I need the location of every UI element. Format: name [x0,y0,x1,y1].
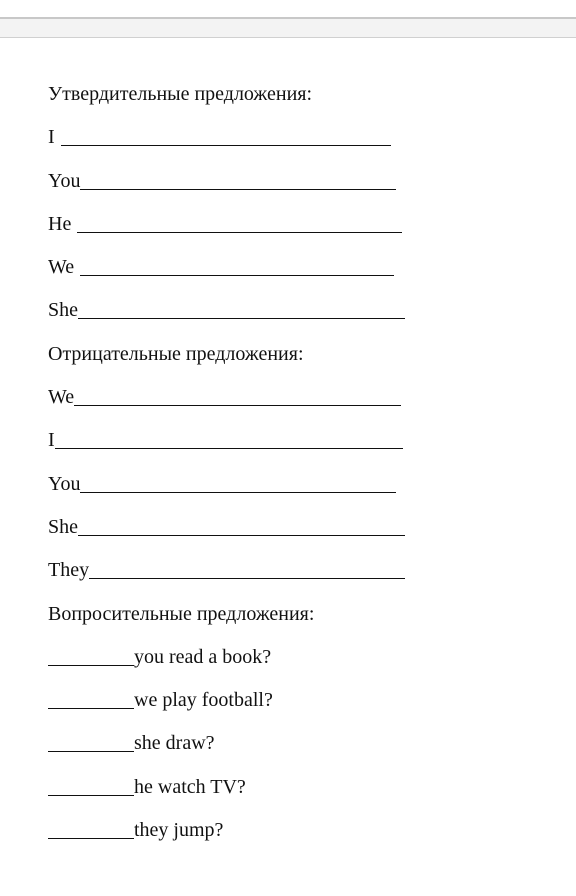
answer-blank[interactable] [48,643,134,666]
negative-line-5 [48,556,548,599]
answer-blank[interactable] [80,253,394,276]
answer-blank[interactable] [80,167,396,190]
answer-blank[interactable] [74,383,401,406]
pronoun-label: I [48,429,55,452]
answer-blank[interactable] [78,513,405,536]
question-line-2 [48,686,548,729]
answer-blank[interactable] [78,296,405,319]
question-text: we play football? [134,689,273,712]
question-text: he watch TV? [134,775,246,798]
negative-line-1 [48,383,548,426]
worksheet [48,80,548,859]
answer-blank[interactable] [80,470,396,493]
pronoun-label: You [48,169,81,192]
answer-blank[interactable] [48,773,134,796]
answer-blank[interactable] [48,729,134,752]
question-text: they jump? [134,819,224,842]
answer-blank[interactable] [55,426,403,449]
heading-text: Утвердительные предложения: [48,83,313,105]
answer-blank[interactable] [48,686,134,709]
section-heading-negative [48,340,548,383]
answer-blank[interactable] [77,210,402,233]
heading-text: Вопросительные предложения: [48,602,315,625]
negative-line-3 [48,470,548,513]
section-heading-affirmative [48,80,548,123]
pronoun-label: They [48,559,90,582]
answer-blank[interactable] [48,816,134,839]
section-heading-questions [48,600,548,643]
pronoun-label: I [48,126,55,149]
question-line-1 [48,643,548,686]
affirmative-line-4 [48,253,548,296]
pronoun-label: She [48,299,78,322]
negative-line-2 [48,426,548,469]
question-line-5 [48,816,548,859]
top-bar [0,0,576,40]
question-text: you read a book? [134,645,272,668]
affirmative-line-2 [48,167,548,210]
top-divider-bottom [0,37,576,38]
pronoun-label: He [48,212,72,235]
affirmative-line-3 [48,210,548,253]
affirmative-line-1 [48,123,548,166]
pronoun-label: You [48,472,81,495]
negative-line-4 [48,513,548,556]
question-line-4 [48,773,548,816]
question-text: she draw? [134,732,215,755]
heading-text: Отрицательные предложения: [48,342,304,365]
answer-blank[interactable] [61,123,391,146]
answer-blank[interactable] [89,556,405,579]
pronoun-label: She [48,515,78,538]
affirmative-line-5 [48,296,548,339]
pronoun-label: We [48,386,75,409]
question-line-3 [48,729,548,772]
top-strip [0,19,576,37]
pronoun-label: We [48,256,75,279]
